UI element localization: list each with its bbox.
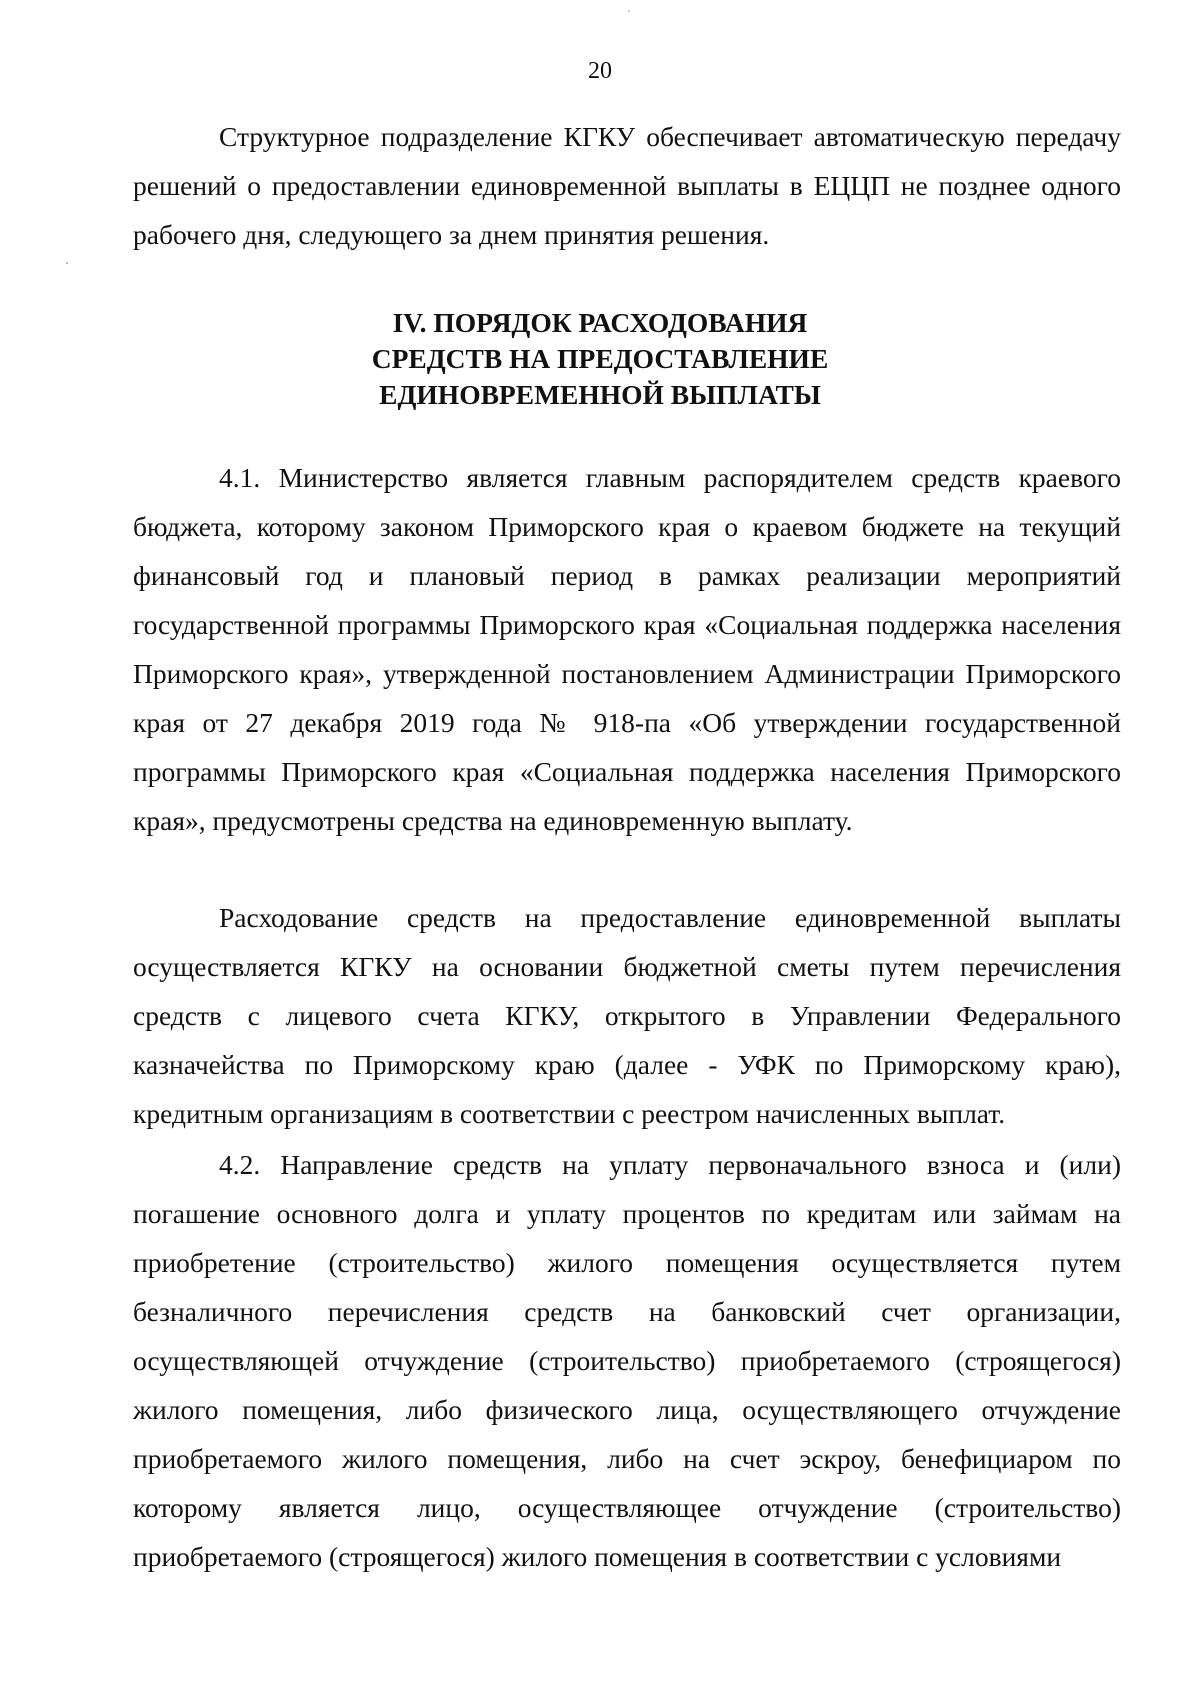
section-heading-line: IV. ПОРЯДОК РАСХОДОВАНИЯ <box>392 307 808 338</box>
paragraph-spending-funds: Расходование средств на предоставление единовременной выплаты осуществляется КГКУ на основании бюджетной сметы путем перечисления средств с лицевого счета КГКУ, открытого в Управлении Федерального казначейства по Приморскому краю (далее - УФК по Приморскому краю), кредитным организациям в соответствии с реестром начисленных выплат. <box>133 902 1121 1129</box>
paragraph-4-2: 4.2. Направление средств на уплату первоначального взноса и (или) погашение основного долга и уплату процентов по кредитам или займам на приобретение (строительство) жилого помещения осуществляется путем безналичного перечисления средств на банковский счет организации, осуществляющей отчуждение (строительство) приобретаемого (строящегося) жилого помещения, либо физического лица, осуществляющего отчуждение приобретаемого жилого помещения, либо на счет эскроу, бенефициаром по которому является лицо, осуществляющее отчуждение (строительство) приобретаемого (строящегося) жилого помещения в соответствии с условиями <box>133 1149 1121 1572</box>
section-heading-line: ЕДИНОВРЕМЕННОЙ ВЫПЛАТЫ <box>379 379 821 410</box>
paragraph-4-1: 4.1. Министерство является главным распорядителем средств краевого бюджета, которому законом Приморского края о краевом бюджете на текущий финансовый год и плановый период в рамках реализации мероприятий государственной программы Приморского края «Социальная поддержка населения Приморского края», утвержденной постановлением Администрации Приморского края от 27 декабря 2019 года № 918-па «Об утверждении государственной программы Приморского края «Социальная поддержка населения Приморского края», предусмотрены средства на единовременную выплату. <box>133 462 1121 836</box>
page-number: 20 <box>588 58 612 84</box>
scan-speck <box>66 262 68 264</box>
scan-speck <box>628 10 630 12</box>
paragraph-transfer-of-decisions: Структурное подразделение КГКУ обеспечивает автоматическую передачу решений о предоставлении единовременной выплаты в ЕЦЦП не позднее одного рабочего дня, следующего за днем принятия решения. <box>133 121 1121 250</box>
section-heading-line: СРЕДСТВ НА ПРЕДОСТАВЛЕНИЕ <box>371 343 829 374</box>
section-heading <box>0 305 1200 413</box>
